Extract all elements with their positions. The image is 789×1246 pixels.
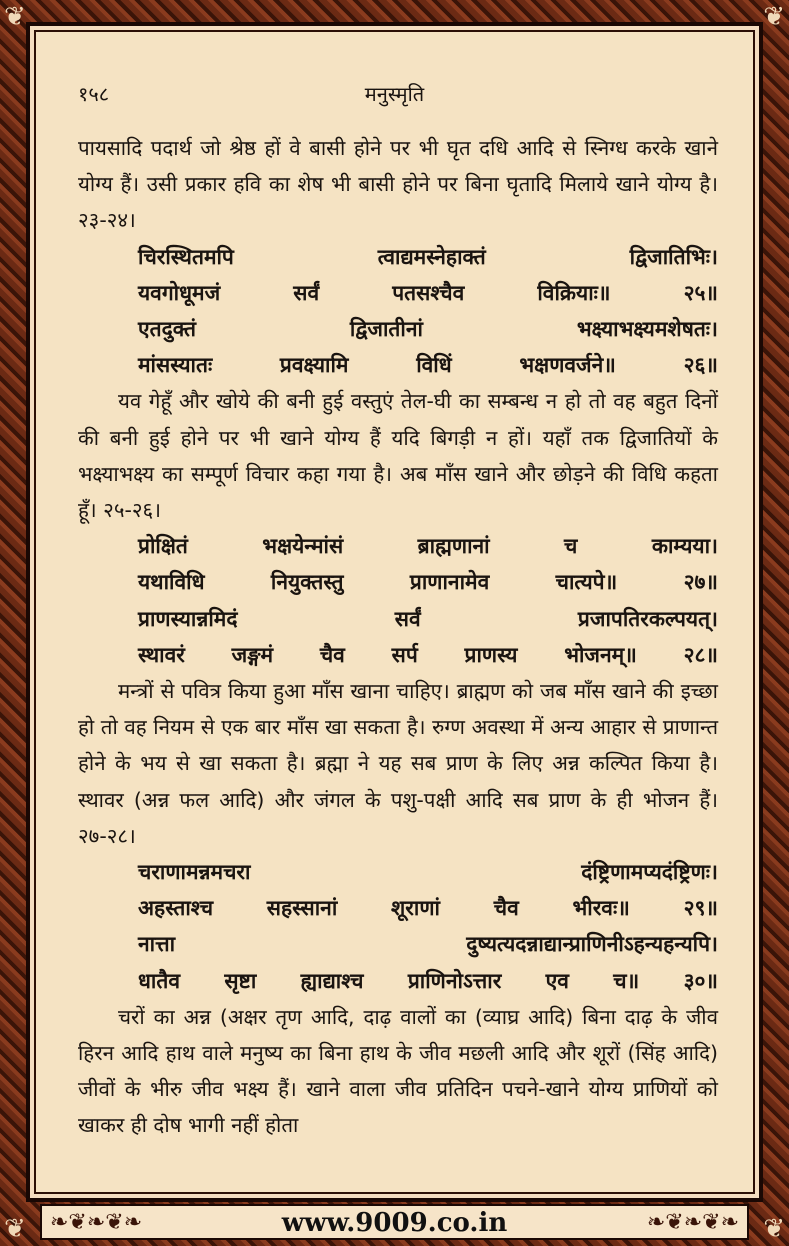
sanskrit-verse-line: प्राणस्यान्नमिदं सर्वं प्रजापतिरकल्पयत्। — [138, 606, 718, 631]
commentary-paragraph: चरों का अन्न (अक्षर तृण आदि, दाढ़ वालों का (व्याघ्र आदि) बिना दाढ़ के जीव हिरन आदि हाथ वाले मनुष्य का बिना हाथ के जीव मछली आदि और शूरों (सिंह आदि) जीवों के भीरु जीव भक्ष्य हैं। खाने वाला जीव प्रतिदिन पचने-खाने योग्य प्राणियों को खाकर ही दोष भागी नहीं होता — [78, 1004, 718, 1138]
sanskrit-verse-line: प्रोक्षितं भक्षयेन्मांसं ब्राह्मणानां च काम्यया। — [138, 534, 718, 559]
sanskrit-verse-line: एतदुक्तं द्विजातीनां भक्ष्याभक्ष्यमशेषतः। — [138, 317, 718, 342]
sanskrit-verse-line: मांसस्यातः प्रवक्ष्यामि विधिं भक्षणवर्जने॥ २६॥ — [138, 353, 718, 378]
sanskrit-verse-line: अहस्ताश्च सहस्सानां शूराणां चैव भीरवः॥ २९॥ — [138, 896, 718, 921]
page-number: १५८ — [78, 82, 110, 106]
scroll-ornament-icon: ❧❦❧❦❧ — [646, 1210, 739, 1235]
sanskrit-verse-line: चराणामन्नमचरा दंष्ट्रिणामप्यदंष्ट्रिणः। — [138, 860, 718, 885]
sanskrit-verse-line: यथाविधि नियुक्तस्तु प्राणानामेव चात्यपे॥ २७॥ — [138, 570, 718, 595]
sanskrit-verse-line: यवगोधूमजं सर्वं पतसश्चैव विक्रियाः॥ २५॥ — [138, 280, 718, 305]
page-body — [78, 130, 718, 1144]
corner-ornament-icon: ❦ — [4, 2, 26, 32]
page-header — [36, 80, 753, 110]
commentary-paragraph: पायसादि पदार्थ जो श्रेष्ठ हों वे बासी होने पर भी घृत दधि आदि से स्निग्ध करके खाने योग्य हैं। उसी प्रकार हवि का शेष भी बासी होने पर बिना घृतादि मिलाये खाने योग्य है। २३-२४। — [78, 136, 718, 233]
sanskrit-verse-line: स्थावरं जङ्गमं चैव सर्प प्राणस्य भोजनम्॥ २८॥ — [138, 642, 718, 667]
scroll-ornament-icon: ❧❦❧❦❧ — [50, 1210, 143, 1235]
book-page — [34, 30, 755, 1194]
website-url: www.9009.co.in — [281, 1208, 508, 1238]
page-title: मनुस्मृति — [364, 82, 425, 106]
corner-ornament-icon: ❦ — [763, 1214, 785, 1244]
commentary-paragraph: यव गेहूँ और खोये की बनी हुई वस्तुएं तेल-घी का सम्बन्ध न हो तो वह बहुत दिनों की बनी हुई होने पर भी खाने योग्य हैं यदि बिगड़ी न हों। यहाँ तक द्विजातियों के भक्ष्याभक्ष्य का सम्पूर्ण विचार कहा गया है। अब माँस खाने और छोड़ने की विधि कहता हूँ। २५-२६। — [78, 389, 718, 523]
sanskrit-verse-line: चिरस्थितमपि त्वाद्यमस्नेहाक्तं द्विजातिभिः। — [138, 244, 718, 269]
corner-ornament-icon: ❦ — [763, 2, 785, 32]
commentary-paragraph: मन्त्रों से पवित्र किया हुआ माँस खाना चाहिए। ब्राह्मण को जब माँस खाने की इच्छा हो तो वह नियम से एक बार माँस खा सकता है। रुग्ण अवस्था में अन्य आहार से प्राणान्त होने के भय से खा सकता है। ब्रह्मा ने यह सब प्राण के लिए अन्न कल्पित किया है। स्थावर (अन्न फल आदि) और जंगल के पशु-पक्षी आदि सब प्राण के ही भोजन हैं। २७-२८। — [78, 679, 718, 848]
corner-ornament-icon: ❦ — [4, 1214, 26, 1244]
sanskrit-verse-line: धातैव सृष्टा ह्याद्याश्च प्राणिनोऽत्तार एव च॥ ३०॥ — [138, 968, 718, 993]
sanskrit-verse-line: नात्ता दुष्यत्यदन्नाद्यान्प्राणिनीऽहन्यहन्यपि। — [138, 932, 718, 957]
footer-bar — [40, 1204, 749, 1240]
